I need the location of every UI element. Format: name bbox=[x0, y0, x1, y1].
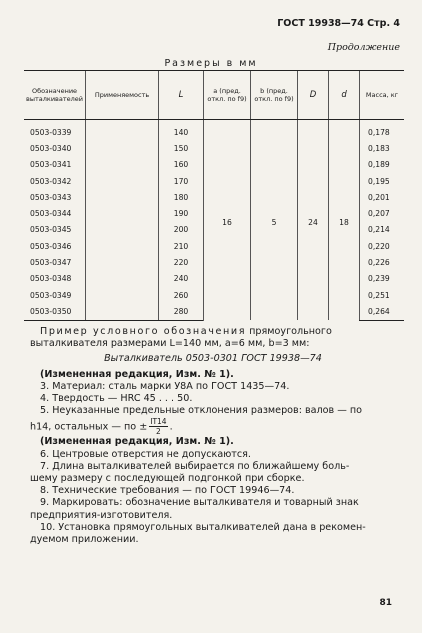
cell-use bbox=[86, 189, 159, 205]
cell-use bbox=[86, 173, 159, 189]
cell-d-merged: 18 bbox=[329, 120, 360, 321]
cell-code: 0503-0348 bbox=[30, 274, 72, 284]
cell-a-merged: 16 bbox=[204, 120, 251, 321]
item-5-end: . bbox=[169, 421, 173, 433]
cell-L: 170 bbox=[159, 173, 204, 189]
cell-code: 0503-0345 bbox=[30, 225, 72, 235]
example-line2: выталкивателя размерами L=140 мм, a=6 мм, b=3 мм: bbox=[30, 338, 310, 350]
header-mass: Масса, кг bbox=[360, 71, 404, 120]
cell-code: 0503-0350 bbox=[24, 303, 86, 320]
example-rest: прямоугольного bbox=[249, 326, 332, 337]
item-4: 4. Твердость — HRC 45 . . . 50. bbox=[40, 393, 193, 405]
cell-L: 220 bbox=[159, 254, 204, 270]
cell-mass: 0,251 bbox=[360, 287, 404, 303]
cell-use bbox=[86, 271, 159, 287]
edit-note-1: (Измененная редакция, Изм. № 1). bbox=[40, 368, 234, 380]
continued-label: Продолжение bbox=[327, 42, 400, 53]
cell-use bbox=[86, 205, 159, 221]
cell-L: 150 bbox=[159, 140, 204, 156]
cell-b-merged: 5 bbox=[251, 120, 298, 321]
cell-D-merged: 24 bbox=[298, 120, 329, 321]
cell-use bbox=[86, 222, 159, 238]
cell-code: 0503-0341 bbox=[30, 160, 72, 170]
example-paragraph bbox=[30, 326, 396, 338]
header-a: a (пред. откл. по f9) bbox=[204, 71, 251, 120]
header-code: Обозначение выталкивателей bbox=[24, 71, 86, 120]
example-heading: Пример условного обозначения bbox=[40, 326, 247, 337]
item-5-line2 bbox=[30, 417, 396, 436]
cell-code: 0503-0342 bbox=[30, 176, 72, 186]
cell-mass: 0,189 bbox=[360, 157, 404, 173]
cell-code: 0503-0339 bbox=[30, 127, 72, 137]
page-header: ГОСТ 19938—74 Стр. 4 bbox=[277, 18, 400, 29]
cell-use bbox=[86, 140, 159, 156]
item-7-line1: 7. Длина выталкивателей выбирается по ближайшему боль- bbox=[40, 460, 350, 472]
item-5-line1: 5. Неуказанные предельные отклонения размеров: валов — по bbox=[40, 405, 362, 417]
cell-mass: 0,183 bbox=[360, 140, 404, 156]
cell-L: 180 bbox=[159, 189, 204, 205]
table-caption: Размеры в мм bbox=[164, 58, 258, 69]
item-8: 8. Технические требования — по ГОСТ 19946—74. bbox=[40, 485, 295, 497]
item-9-line2: предприятия-изготовителя. bbox=[30, 509, 173, 521]
cell-L: 210 bbox=[159, 238, 204, 254]
cell-mass: 0,264 bbox=[360, 303, 404, 320]
fraction bbox=[149, 417, 167, 436]
cell-L: 260 bbox=[159, 287, 204, 303]
cell-use bbox=[86, 238, 159, 254]
edit-note-2: (Измененная редакция, Изм. № 1). bbox=[40, 436, 234, 448]
cell-mass: 0,226 bbox=[360, 254, 404, 270]
header-L: L bbox=[159, 71, 204, 120]
cell-mass: 0,214 bbox=[360, 222, 404, 238]
item-5-text: h14, остальных — по ± bbox=[30, 421, 148, 433]
item-3: 3. Материал: сталь марки У8А по ГОСТ 1435—74. bbox=[40, 380, 290, 392]
cell-use bbox=[86, 254, 159, 270]
dimensions-table bbox=[24, 70, 404, 321]
cell-code: 0503-0347 bbox=[30, 258, 72, 268]
cell-mass: 0,239 bbox=[360, 271, 404, 287]
cell-mass: 0,178 bbox=[360, 120, 404, 141]
header-d: d bbox=[329, 71, 360, 120]
cell-use bbox=[86, 120, 159, 141]
cell-L: 240 bbox=[159, 271, 204, 287]
cell-mass: 0,207 bbox=[360, 205, 404, 221]
cell-code: 0503-0346 bbox=[30, 241, 72, 251]
cell-code: 0503-0344 bbox=[30, 209, 72, 219]
cell-mass: 0,201 bbox=[360, 189, 404, 205]
table-header-row bbox=[24, 71, 404, 120]
item-10-line1: 10. Установка прямоугольных выталкивателей дана в рекомен- bbox=[40, 521, 366, 533]
document-body bbox=[30, 326, 396, 546]
cell-L: 280 bbox=[159, 303, 204, 320]
cell-mass: 0,220 bbox=[360, 238, 404, 254]
header-D: D bbox=[298, 71, 329, 120]
item-6: 6. Центровые отверстия не допускаются. bbox=[40, 448, 251, 460]
cell-code: 0503-0340 bbox=[30, 143, 72, 153]
cell-L: 160 bbox=[159, 157, 204, 173]
cell-L: 140 bbox=[159, 120, 204, 141]
header-use: Применяемость bbox=[86, 71, 159, 120]
item-9-line1: 9. Маркировать: обозначение выталкивателя и товарный знак bbox=[40, 497, 359, 509]
table-row bbox=[24, 120, 404, 141]
example-code: Выталкиватель 0503-0301 ГОСТ 19938—74 bbox=[104, 353, 322, 365]
cell-use bbox=[86, 157, 159, 173]
page-number: 81 bbox=[379, 598, 392, 608]
cell-mass: 0,195 bbox=[360, 173, 404, 189]
cell-L: 190 bbox=[159, 205, 204, 221]
cell-use bbox=[86, 287, 159, 303]
cell-L: 200 bbox=[159, 222, 204, 238]
cell-use bbox=[86, 303, 159, 320]
fraction-numerator: IT14 bbox=[150, 417, 167, 427]
cell-code: 0503-0349 bbox=[30, 290, 72, 300]
header-b: b (пред. откл. по f9) bbox=[251, 71, 298, 120]
item-10-line2: дуемом приложении. bbox=[30, 534, 139, 546]
item-7-line2: шему размеру с последующей подгонкой при сборке. bbox=[30, 473, 305, 485]
cell-code: 0503-0343 bbox=[30, 192, 72, 202]
fraction-denominator: 2 bbox=[156, 427, 161, 437]
